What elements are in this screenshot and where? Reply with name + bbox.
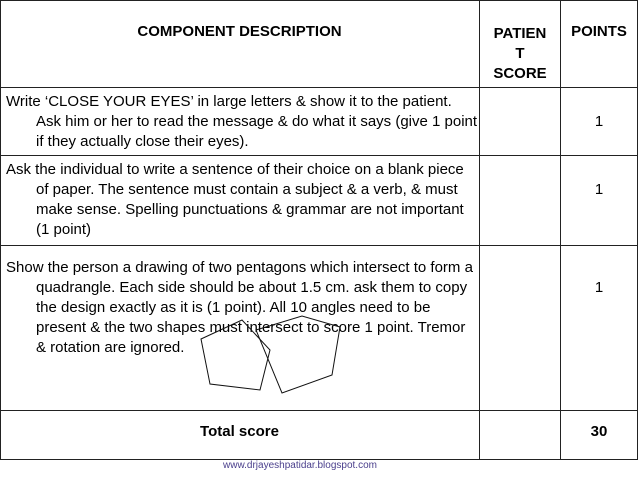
footer-url: www.drjayeshpatidar.blogspot.com (223, 460, 377, 471)
row-2-points: 1 (594, 181, 604, 198)
row3-bottom-rule (0, 410, 638, 411)
header-points: POINTS (571, 23, 627, 40)
row-3-description: Show the person a drawing of two pentagons which intersect to form a quadrangle. Each side should be about 1.5 cm. ask them to copy the design exactly as it is (1 point). All 10 angles need to be present & the two shapes must intersect to score 1 point. Tremor & rotation are ignored. (6, 259, 473, 356)
row1-bottom-rule (0, 155, 638, 156)
row2-bottom-rule (0, 245, 638, 246)
total-score-label: Total score (200, 423, 279, 440)
header-patient-score: PATIEN T SCORE (493, 25, 547, 82)
row-2-description: Ask the individual to write a sentence of their choice on a blank piece of paper. The sentence must contain a subject & a verb, & must make sense. Spelling punctuations & grammar are not important (1 point) (6, 161, 464, 238)
row-1-description: Write ‘CLOSE YOUR EYES’ in large letters & show it to the patient. Ask him or her to read the message & do what it says (give 1 point if they actually close their eyes). (6, 93, 478, 150)
row-2-patient-score[interactable] (480, 180, 560, 200)
table-border-top (0, 0, 638, 1)
table-row (6, 92, 478, 152)
column-divider-2 (560, 0, 561, 460)
row-3-points: 1 (594, 279, 604, 296)
header-component-description: COMPONENT DESCRIPTION (137, 23, 342, 40)
row-1-points: 1 (594, 113, 604, 130)
table-row (6, 160, 478, 240)
header-bottom-rule (0, 87, 638, 88)
table-border-left (0, 0, 1, 460)
row-1-patient-score[interactable] (480, 112, 560, 132)
table-row (6, 258, 478, 358)
row-3-patient-score[interactable] (480, 278, 560, 298)
total-score-points: 30 (590, 423, 608, 440)
